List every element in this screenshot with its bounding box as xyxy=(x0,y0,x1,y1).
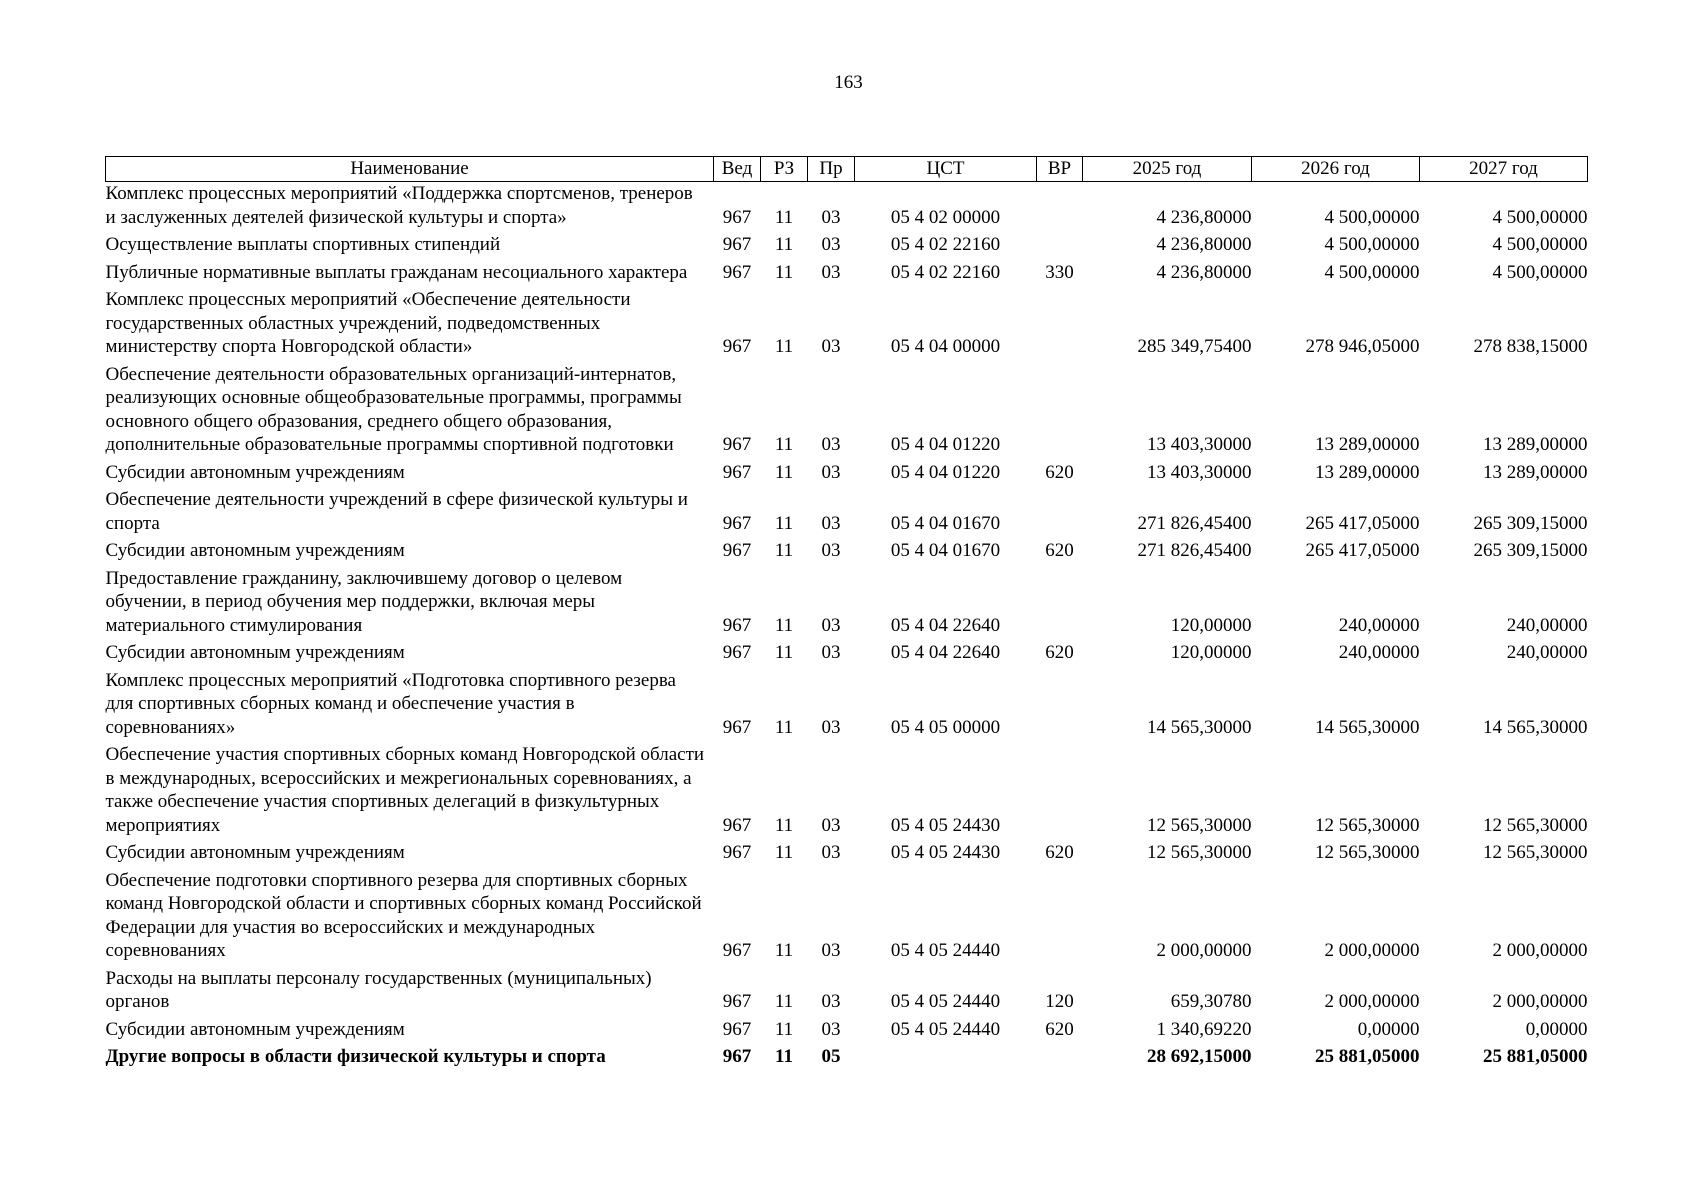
table-row xyxy=(106,284,1588,359)
cell-vr xyxy=(1037,665,1083,740)
cell-ved: 967 xyxy=(722,1018,752,1040)
header-ved: Вед xyxy=(714,157,761,182)
cell-2025: 28 692,15000 xyxy=(1147,1046,1252,1067)
cell-vr xyxy=(1037,739,1083,837)
cell-2026: 14 565,30000 xyxy=(1315,716,1420,738)
cell-pr: 03 xyxy=(821,336,841,357)
cell-rz: 11 xyxy=(774,336,794,357)
header-rz: РЗ xyxy=(761,157,808,182)
cell-rz: 11 xyxy=(774,940,794,961)
table-row xyxy=(106,865,1588,963)
cell-cst: 05 4 04 00000 xyxy=(890,336,1001,357)
cell-2026: 12 565,30000 xyxy=(1315,842,1420,863)
cell-rz: 11 xyxy=(774,716,794,738)
cell-2026: 13 289,00000 xyxy=(1315,434,1420,455)
cell-cst: 05 4 04 01220 xyxy=(890,461,1001,483)
cell-2025: 271 826,45400 xyxy=(1137,540,1252,561)
cell-2027: 12 565,30000 xyxy=(1483,842,1588,863)
cell-cst: 05 4 02 22160 xyxy=(890,261,1001,283)
cell-name: Обеспечение деятельности образовательных организаций-интернатов, реализующих основные общеобразовательные программы, программы основного общего образования, среднего общего образования, дополнительные образовательные программы спортивной подготовки xyxy=(105,363,682,455)
cell-2026: 4 500,00000 xyxy=(1324,261,1420,283)
cell-2025: 14 565,30000 xyxy=(1147,716,1252,738)
cell-ved: 967 xyxy=(722,1046,752,1067)
cell-vr xyxy=(1037,182,1083,230)
cell-cst: 05 4 05 24440 xyxy=(890,940,1001,961)
cell-pr: 03 xyxy=(821,940,841,961)
cell-2026: 0,00000 xyxy=(1357,1018,1420,1040)
cell-2025: 120,00000 xyxy=(1170,642,1252,663)
cell-ved: 967 xyxy=(722,814,752,836)
cell-name: Субсидии автономным учреждениям xyxy=(105,540,405,561)
cell-2025: 1 340,69220 xyxy=(1156,1018,1252,1040)
cell-rz: 11 xyxy=(774,842,794,863)
cell-rz: 11 xyxy=(774,461,794,483)
cell-2025: 120,00000 xyxy=(1170,614,1252,636)
table-row xyxy=(106,739,1588,837)
cell-2025: 4 236,80000 xyxy=(1156,234,1252,255)
cell-cst: 05 4 04 01670 xyxy=(890,512,1001,534)
cell-2026: 4 500,00000 xyxy=(1324,234,1420,255)
header-2026: 2026 год xyxy=(1252,157,1420,182)
cell-cst xyxy=(855,1041,1037,1069)
cell-name: Публичные нормативные выплаты гражданам несоциального характера xyxy=(105,261,688,283)
header-pr: Пр xyxy=(808,157,855,182)
cell-ved: 967 xyxy=(722,642,752,663)
cell-vr: 620 xyxy=(1045,1018,1074,1040)
cell-2027: 4 500,00000 xyxy=(1492,234,1588,255)
cell-name: Осуществление выплаты спортивных стипендий xyxy=(105,234,501,255)
cell-2026: 25 881,05000 xyxy=(1315,1046,1420,1067)
table-row xyxy=(106,637,1588,665)
cell-2027: 265 309,15000 xyxy=(1473,512,1588,534)
cell-pr: 03 xyxy=(821,642,841,663)
cell-ved: 967 xyxy=(722,716,752,738)
cell-pr: 03 xyxy=(821,814,841,836)
cell-pr: 05 xyxy=(821,1046,841,1067)
cell-2025: 12 565,30000 xyxy=(1147,814,1252,836)
cell-cst: 05 4 02 00000 xyxy=(890,206,1001,228)
cell-name: Субсидии автономным учреждениям xyxy=(105,842,405,863)
cell-2026: 4 500,00000 xyxy=(1324,206,1420,228)
cell-rz: 11 xyxy=(774,814,794,836)
table-row xyxy=(106,182,1588,230)
cell-name: Комплекс процессных мероприятий «Поддержка спортсменов, тренеров и заслуженных деятелей физической культуры и спорта» xyxy=(105,183,693,228)
cell-2026: 265 417,05000 xyxy=(1305,512,1420,534)
cell-ved: 967 xyxy=(722,234,752,255)
cell-rz: 11 xyxy=(774,614,794,636)
cell-pr: 03 xyxy=(821,842,841,863)
table-row xyxy=(106,229,1588,257)
cell-2025: 13 403,30000 xyxy=(1147,461,1252,483)
cell-pr: 03 xyxy=(821,434,841,455)
cell-2027: 0,00000 xyxy=(1525,1018,1588,1040)
table-row xyxy=(106,535,1588,563)
cell-cst: 05 4 02 22160 xyxy=(890,234,1001,255)
table-row xyxy=(106,1041,1588,1069)
cell-name: Обеспечение подготовки спортивного резерва для спортивных сборных команд Новгородской области и спортивных сборных команд Российской Федерации для участия во всероссийских и международных соревнованиях xyxy=(105,869,702,961)
cell-name: Предоставление гражданину, заключившему договор о целевом обучении, в период обучения мер поддержки, включая меры материального стимулирования xyxy=(105,567,623,636)
cell-cst: 05 4 04 01670 xyxy=(890,540,1001,561)
table-row xyxy=(106,257,1588,285)
cell-2026: 265 417,05000 xyxy=(1305,540,1420,561)
cell-ved: 967 xyxy=(722,336,752,357)
cell-rz: 11 xyxy=(774,540,794,561)
cell-rz: 11 xyxy=(774,991,794,1012)
cell-rz: 11 xyxy=(774,642,794,663)
cell-2027: 12 565,30000 xyxy=(1483,814,1588,836)
cell-ved: 967 xyxy=(722,940,752,961)
table-row xyxy=(106,837,1588,865)
cell-name: Расходы на выплаты персоналу государственных (муниципальных) органов xyxy=(105,967,652,1012)
cell-pr: 03 xyxy=(821,461,841,483)
cell-2025: 271 826,45400 xyxy=(1137,512,1252,534)
cell-vr xyxy=(1037,359,1083,457)
cell-2026: 12 565,30000 xyxy=(1315,814,1420,836)
cell-2027: 278 838,15000 xyxy=(1473,336,1588,357)
table-row xyxy=(106,359,1588,457)
budget-table xyxy=(105,156,1588,1069)
cell-pr: 03 xyxy=(821,614,841,636)
cell-vr xyxy=(1037,229,1083,257)
table-body xyxy=(106,182,1588,1069)
cell-2026: 240,00000 xyxy=(1338,614,1420,636)
cell-vr xyxy=(1037,563,1083,638)
cell-cst: 05 4 05 00000 xyxy=(890,716,1001,738)
table-header-row xyxy=(106,157,1588,182)
cell-cst: 05 4 04 22640 xyxy=(890,642,1001,663)
cell-name: Комплекс процессных мероприятий «Обеспечение деятельности государственных областных учреждений, подведомственных министерству спорта Новгородской области» xyxy=(105,289,631,357)
cell-name: Другие вопросы в области физической культуры и спорта xyxy=(105,1046,606,1067)
cell-cst: 05 4 05 24440 xyxy=(890,991,1001,1012)
header-cst: ЦСТ xyxy=(855,157,1037,182)
cell-cst: 05 4 05 24430 xyxy=(890,842,1001,863)
cell-2025: 13 403,30000 xyxy=(1147,434,1252,455)
cell-name: Субсидии автономным учреждениям xyxy=(105,1018,405,1040)
table-row xyxy=(106,1014,1588,1042)
table-row xyxy=(106,665,1588,740)
cell-cst: 05 4 05 24430 xyxy=(890,814,1001,836)
cell-vr: 330 xyxy=(1045,261,1074,283)
cell-ved: 967 xyxy=(722,434,752,455)
cell-cst: 05 4 05 24440 xyxy=(890,1018,1001,1040)
cell-2027: 240,00000 xyxy=(1506,642,1588,663)
cell-2027: 14 565,30000 xyxy=(1483,716,1588,738)
cell-rz: 11 xyxy=(775,1046,793,1067)
cell-2025: 12 565,30000 xyxy=(1147,842,1252,863)
cell-ved: 967 xyxy=(722,842,752,863)
cell-2026: 2 000,00000 xyxy=(1324,940,1420,961)
cell-ved: 967 xyxy=(722,512,752,534)
cell-pr: 03 xyxy=(821,206,841,228)
cell-name: Комплекс процессных мероприятий «Подготовка спортивного резерва для спортивных сборных команд и обеспечение участия в соревнованиях» xyxy=(105,669,676,738)
cell-name: Обеспечение деятельности учреждений в сфере физической культуры и спорта xyxy=(105,489,688,534)
table-row xyxy=(106,457,1588,485)
cell-2026: 2 000,00000 xyxy=(1324,991,1420,1012)
cell-name: Обеспечение участия спортивных сборных команд Новгородской области в международных, всероссийских и межрегиональных соревнованиях, а также обеспечение участия спортивных делегаций в физкультурных мероприятиях xyxy=(105,744,705,836)
cell-2027: 4 500,00000 xyxy=(1492,206,1588,228)
cell-2025: 4 236,80000 xyxy=(1156,206,1252,228)
cell-ved: 967 xyxy=(722,991,752,1012)
cell-pr: 03 xyxy=(821,261,841,283)
cell-2025: 2 000,00000 xyxy=(1156,940,1252,961)
cell-2027: 13 289,00000 xyxy=(1483,461,1588,483)
cell-2027: 13 289,00000 xyxy=(1483,434,1588,455)
cell-ved: 967 xyxy=(722,261,752,283)
cell-vr xyxy=(1037,1041,1083,1069)
cell-rz: 11 xyxy=(774,1018,794,1040)
cell-2025: 659,30780 xyxy=(1170,991,1252,1012)
table-row xyxy=(106,484,1588,535)
table-row xyxy=(106,563,1588,638)
cell-2026: 13 289,00000 xyxy=(1315,461,1420,483)
cell-2027: 240,00000 xyxy=(1506,614,1588,636)
cell-ved: 967 xyxy=(722,206,752,228)
cell-ved: 967 xyxy=(722,540,752,561)
cell-2027: 4 500,00000 xyxy=(1492,261,1588,283)
cell-2026: 278 946,05000 xyxy=(1305,336,1420,357)
cell-rz: 11 xyxy=(774,434,794,455)
cell-cst: 05 4 04 22640 xyxy=(890,614,1001,636)
cell-ved: 967 xyxy=(722,461,752,483)
cell-2027: 2 000,00000 xyxy=(1492,940,1588,961)
cell-vr: 620 xyxy=(1045,642,1074,663)
cell-vr xyxy=(1037,284,1083,359)
cell-vr: 620 xyxy=(1045,461,1074,483)
cell-2026: 240,00000 xyxy=(1338,642,1420,663)
cell-2027: 265 309,15000 xyxy=(1473,540,1588,561)
page-number: 163 xyxy=(834,72,863,93)
cell-rz: 11 xyxy=(774,234,794,255)
cell-vr xyxy=(1037,484,1083,535)
cell-2027: 25 881,05000 xyxy=(1483,1046,1588,1067)
cell-vr: 120 xyxy=(1045,991,1074,1012)
cell-cst: 05 4 04 01220 xyxy=(890,434,1001,455)
cell-pr: 03 xyxy=(821,512,841,534)
header-name: Наименование xyxy=(106,157,714,182)
cell-pr: 03 xyxy=(821,716,841,738)
header-vr: ВР xyxy=(1037,157,1083,182)
cell-2027: 2 000,00000 xyxy=(1492,991,1588,1012)
cell-name: Субсидии автономным учреждениям xyxy=(105,642,405,663)
cell-name: Субсидии автономным учреждениям xyxy=(105,461,405,483)
cell-vr xyxy=(1037,865,1083,963)
cell-rz: 11 xyxy=(774,512,794,534)
header-2027: 2027 год xyxy=(1420,157,1588,182)
cell-pr: 03 xyxy=(821,540,841,561)
cell-ved: 967 xyxy=(722,614,752,636)
cell-rz: 11 xyxy=(774,206,794,228)
cell-pr: 03 xyxy=(821,991,841,1012)
cell-vr: 620 xyxy=(1045,842,1074,863)
cell-2025: 4 236,80000 xyxy=(1156,261,1252,283)
cell-rz: 11 xyxy=(774,261,794,283)
header-2025: 2025 год xyxy=(1083,157,1252,182)
cell-vr: 620 xyxy=(1045,540,1074,561)
cell-pr: 03 xyxy=(821,234,841,255)
cell-2025: 285 349,75400 xyxy=(1137,336,1252,357)
table-row xyxy=(106,963,1588,1014)
cell-pr: 03 xyxy=(821,1018,841,1040)
